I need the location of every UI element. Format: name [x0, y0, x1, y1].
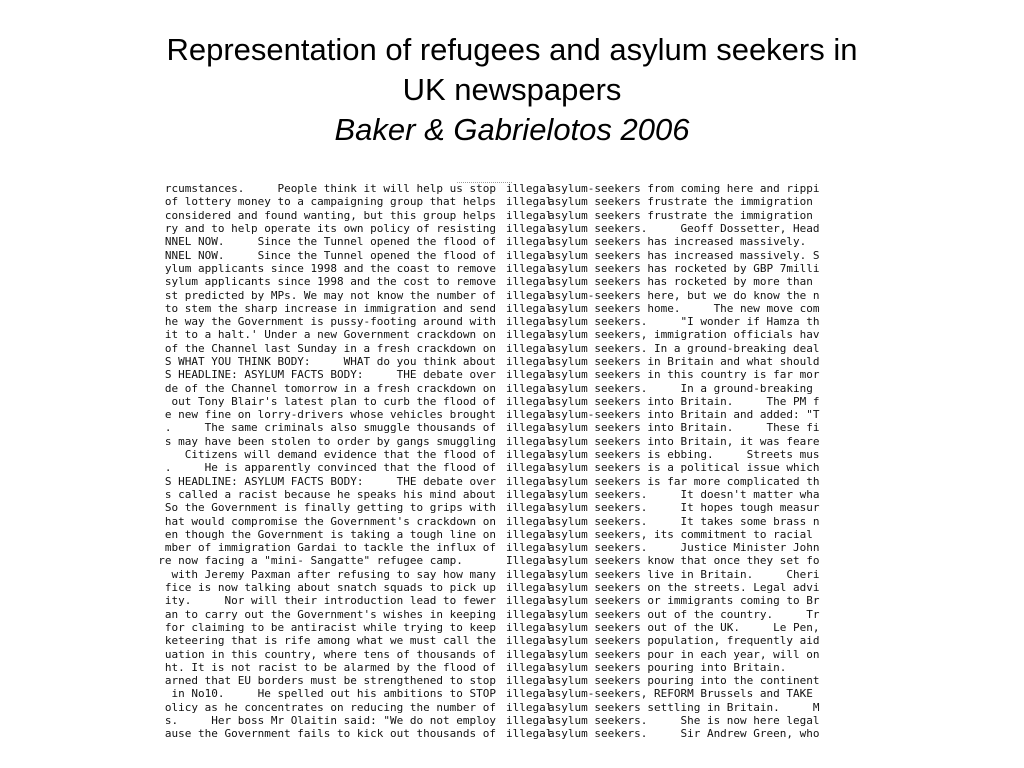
left-context: out Tony Blair's latest plan to curb the flood of — [164, 394, 496, 408]
node-word: illegal — [506, 421, 553, 435]
slide-title — [0, 30, 1024, 150]
right-context: asylum-seekers here, but we do know the n — [548, 288, 820, 302]
concordance-line — [139, 581, 851, 594]
left-context: ylum applicants since 1998 and the coast to remove — [164, 261, 496, 275]
concordance-line — [139, 647, 851, 660]
left-context: ause the Government fails to kick out thousands of — [164, 727, 496, 741]
left-context: keteering that is rife among what we must call the — [164, 634, 496, 648]
concordance-line — [139, 408, 851, 421]
node-word: illegal — [506, 461, 553, 475]
concordance-lines — [139, 182, 851, 741]
right-context: asylum seekers. Justice Minister John — [548, 541, 820, 555]
title-line-1: Representation of refugees and asylum seekers in — [166, 32, 858, 67]
left-context: uation in this country, where tens of thousands of — [164, 647, 496, 661]
left-context: for claiming to be antiracist while trying to keep — [164, 620, 496, 634]
concordance-line — [139, 661, 851, 674]
node-word: illegal — [506, 487, 553, 501]
concordance-line — [139, 594, 851, 607]
node-word: illegal — [506, 208, 553, 222]
left-context: NNEL NOW. Since the Tunnel opened the flood of — [164, 235, 496, 249]
right-context: asylum seekers into Britain. These fi — [548, 421, 820, 435]
node-word: illegal — [506, 248, 553, 262]
left-context: st predicted by MPs. We may not know the number of — [164, 288, 496, 302]
right-context: asylum seekers. "I wonder if Hamza th — [548, 315, 820, 329]
concordance-line — [139, 435, 851, 448]
concordance-line — [139, 275, 851, 288]
right-context: asylum seekers settling in Britain. M — [548, 700, 820, 714]
concordance-line — [139, 315, 851, 328]
right-context: asylum seekers. It takes some brass n — [548, 514, 820, 528]
left-context: . He is apparently convinced that the flood of — [164, 461, 496, 475]
right-context: asylum seekers know that once they set fo — [548, 554, 820, 568]
concordance-line — [139, 355, 851, 368]
concordance-line — [139, 714, 851, 727]
left-context: arned that EU borders must be strengthened to stop — [164, 674, 496, 688]
node-word: illegal — [506, 355, 553, 368]
left-context: of the Channel last Sunday in a fresh crackdown on — [164, 341, 496, 355]
concordance-line — [139, 381, 851, 394]
left-context: in No10. He spelled out his ambitions to STOP — [164, 687, 496, 701]
right-context: asylum seekers home. The new move com — [548, 301, 820, 315]
concordance-line — [139, 302, 851, 315]
left-context: to stem the sharp increase in immigration and send — [164, 301, 496, 315]
left-context: he way the Government is pussy-footing around with — [164, 315, 496, 329]
node-word: illegal — [506, 660, 553, 674]
left-context: hat would compromise the Government's crackdown on — [164, 514, 496, 528]
right-context: asylum seekers in Britain and what should — [548, 355, 820, 368]
right-context: asylum seekers. Geoff Dossetter, Head — [548, 222, 820, 236]
left-context: of lottery money to a campaigning group that helps — [164, 195, 496, 209]
right-context: asylum seekers population, frequently aid — [548, 634, 820, 648]
node-word: illegal — [506, 275, 553, 289]
node-word: illegal — [506, 448, 553, 462]
concordance-line — [139, 328, 851, 341]
left-context: ity. Nor will their introduction lead to fewer — [164, 594, 496, 608]
left-context: e new fine on lorry-drivers whose vehicles brought — [164, 408, 496, 422]
node-word: illegal — [506, 328, 553, 342]
left-context: olicy as he concentrates on reducing the number of — [164, 700, 496, 714]
right-context: asylum seekers pouring into Britain. — [548, 660, 787, 674]
right-context: asylum-seekers, REFORM Brussels and TAKE — [548, 687, 813, 701]
right-context: asylum seekers has increased massively. S — [548, 248, 820, 262]
concordance-line — [139, 674, 851, 687]
node-word: illegal — [506, 501, 553, 515]
left-context: re now facing a "mini- Sangatte" refugee camp. — [158, 554, 496, 568]
concordance-line — [139, 182, 851, 195]
right-context: asylum seekers. It doesn't matter wha — [548, 487, 820, 501]
left-context: Citizens will demand evidence that the flood of — [171, 448, 496, 462]
right-context: asylum seekers is ebbing. Streets mus — [548, 448, 820, 462]
left-context: fice is now talking about snatch squads to pick up — [164, 581, 496, 595]
node-word: illegal — [506, 394, 553, 408]
left-context: with Jeremy Paxman after refusing to say how many — [164, 567, 496, 581]
concordance-line — [139, 475, 851, 488]
right-context: asylum seekers out of the UK. Le Pen, — [548, 620, 820, 634]
right-context: asylum seekers, its commitment to racial — [548, 527, 813, 541]
left-context: s may have been stolen to order by gangs smuggling — [164, 434, 496, 448]
node-word: illegal — [506, 368, 553, 382]
concordance-line — [139, 288, 851, 301]
node-word: illegal — [506, 315, 553, 329]
concordance-line — [139, 501, 851, 514]
concordance-line — [139, 568, 851, 581]
concordance-line — [139, 608, 851, 621]
concordance-line — [139, 727, 851, 740]
left-context: sylum applicants since 1998 and the cost to remove — [164, 275, 496, 289]
node-word: illegal — [506, 714, 553, 728]
concordance-line — [139, 514, 851, 527]
left-context: considered and found wanting, but this group helps — [164, 208, 496, 222]
right-context: asylum seekers. Sir Andrew Green, who — [548, 727, 820, 741]
left-context: . The same criminals also smuggle thousands of — [164, 421, 496, 435]
concordance-line — [139, 195, 851, 208]
concordance-line — [139, 541, 851, 554]
concordance-line — [139, 621, 851, 634]
concordance-line — [139, 209, 851, 222]
right-context: asylum seekers is a political issue which — [548, 461, 820, 475]
node-word: illegal — [506, 222, 553, 236]
right-context: asylum-seekers from coming here and rippi — [548, 182, 820, 196]
right-context: asylum seekers in this country is far mor — [548, 368, 820, 382]
node-word: illegal — [506, 620, 553, 634]
concordance-line — [139, 222, 851, 235]
left-context: ry and to help operate its own policy of resisting — [164, 222, 496, 236]
node-word: illegal — [506, 195, 553, 209]
left-context: ht. It is not racist to be alarmed by the flood of — [164, 660, 496, 674]
right-context: asylum seekers. It hopes tough measur — [548, 501, 820, 515]
right-context: asylum seekers has rocketed by more than — [548, 275, 813, 289]
node-word: illegal — [506, 434, 553, 448]
right-context: asylum seekers frustrate the immigration — [548, 195, 813, 209]
node-word: illegal — [506, 514, 553, 528]
right-context: asylum seekers on the streets. Legal advi — [548, 581, 820, 595]
left-context: an to carry out the Government's wishes in keeping — [164, 607, 496, 621]
left-context: NNEL NOW. Since the Tunnel opened the flood of — [164, 248, 496, 262]
right-context: asylum seekers. She is now here legal — [548, 714, 820, 728]
concordance-line — [139, 342, 851, 355]
right-context: asylum-seekers into Britain and added: "T — [548, 408, 820, 422]
right-context: asylum seekers into Britain. The PM f — [548, 394, 820, 408]
concordance-line — [139, 395, 851, 408]
node-word: illegal — [506, 261, 553, 275]
left-context: it to a halt.' Under a new Government crackdown on — [164, 328, 496, 342]
concordance-line — [139, 488, 851, 501]
right-context: asylum seekers, immigration officials hav — [548, 328, 820, 342]
concordance-line — [139, 701, 851, 714]
node-word: illegal — [506, 182, 553, 196]
left-context: s called a racist because he speaks his mind about — [164, 487, 496, 501]
concordance-line — [139, 554, 851, 567]
right-context: asylum seekers has increased massively. — [548, 235, 807, 249]
concordance-line — [139, 448, 851, 461]
node-word: illegal — [506, 341, 553, 355]
node-word: illegal — [506, 527, 553, 541]
concordance-line — [139, 634, 851, 647]
concordance-line — [139, 235, 851, 248]
concordance-line — [139, 421, 851, 434]
node-word: illegal — [506, 235, 553, 249]
node-word: illegal — [506, 474, 553, 488]
right-context: asylum seekers. In a ground-breaking deal — [548, 341, 820, 355]
right-context: asylum seekers live in Britain. Cheri — [548, 567, 820, 581]
concordance-line — [139, 687, 851, 700]
node-word: illegal — [506, 541, 553, 555]
concordance-line — [139, 461, 851, 474]
node-word: illegal — [506, 700, 553, 714]
node-word: illegal — [506, 727, 553, 741]
left-context: So the Government is finally getting to grips with — [164, 501, 496, 515]
right-context: asylum seekers frustrate the immigration — [548, 208, 813, 222]
node-word: illegal — [506, 288, 553, 302]
concordance-line — [139, 262, 851, 275]
left-context: mber of immigration Gardai to tackle the influx of — [164, 541, 496, 555]
left-context: en though the Government is taking a tough line on — [164, 527, 496, 541]
node-word: illegal — [506, 647, 553, 661]
concordance-line — [139, 368, 851, 381]
node-word: illegal — [506, 581, 553, 595]
node-word: illegal — [506, 687, 553, 701]
right-context: asylum seekers pour in each year, will on — [548, 647, 820, 661]
right-context: asylum seekers into Britain, it was feare — [548, 434, 820, 448]
left-context: de of the Channel tomorrow in a fresh crackdown on — [164, 381, 496, 395]
left-context: rcumstances. People think it will help us stop — [164, 182, 496, 196]
concordance-line — [139, 248, 851, 261]
node-word: illegal — [506, 607, 553, 621]
right-context: asylum seekers has rocketed by GBP 7milli — [548, 261, 820, 275]
title-citation: Baker & Gabrielotos 2006 — [334, 112, 690, 147]
node-word: illegal — [506, 567, 553, 581]
right-context: asylum seekers pouring into the continent — [548, 674, 820, 688]
right-context: asylum seekers or immigrants coming to Br — [548, 594, 820, 608]
left-context: S WHAT YOU THINK BODY: WHAT do you think about — [164, 355, 496, 368]
node-word: illegal — [506, 301, 553, 315]
right-context: asylum seekers is far more complicated th — [548, 474, 820, 488]
node-word: illegal — [506, 634, 553, 648]
concordance-line — [139, 528, 851, 541]
right-context: asylum seekers. In a ground-breaking — [548, 381, 813, 395]
left-context: s. Her boss Mr Olaitin said: "We do not employ — [164, 714, 496, 728]
node-word: illegal — [506, 408, 553, 422]
title-line-2: UK newspapers — [402, 72, 622, 107]
left-context: S HEADLINE: ASYLUM FACTS BODY: THE debate over — [164, 474, 496, 488]
node-word: illegal — [506, 674, 553, 688]
node-word: Illegal — [506, 554, 553, 568]
right-context: asylum seekers out of the country. Tr — [548, 607, 820, 621]
node-word: illegal — [506, 594, 553, 608]
node-word: illegal — [506, 381, 553, 395]
left-context: S HEADLINE: ASYLUM FACTS BODY: THE debate over — [164, 368, 496, 382]
